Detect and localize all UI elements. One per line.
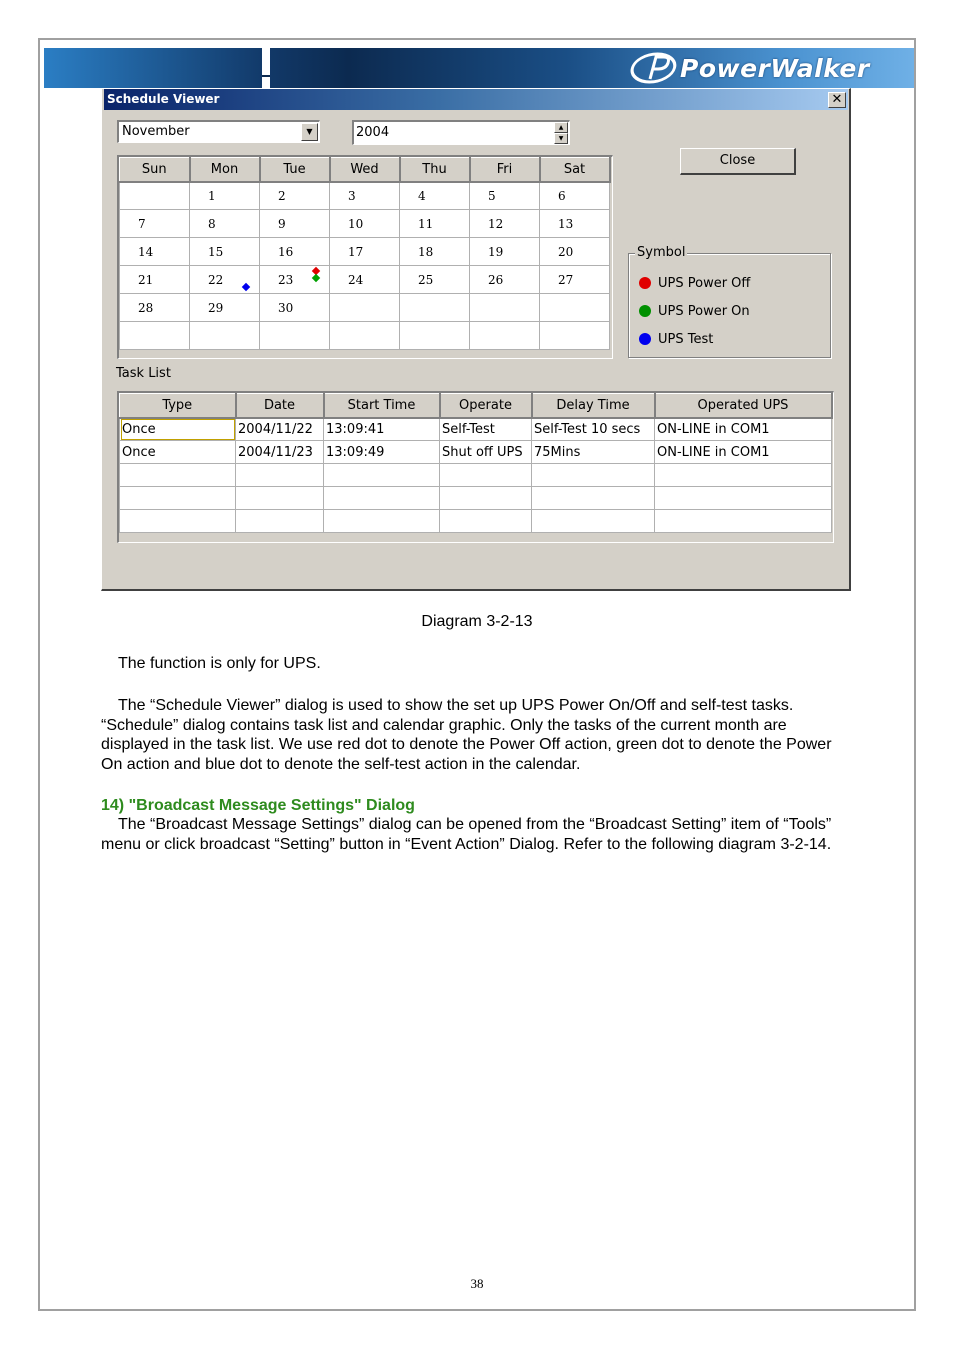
calendar-day[interactable]: 16	[260, 238, 330, 266]
calendar-day[interactable]	[120, 322, 190, 350]
calendar-day[interactable]: 14	[120, 238, 190, 266]
weekday-header: Sun	[120, 158, 190, 182]
legend-item-ups-test	[639, 330, 713, 348]
table-cell[interactable]	[532, 487, 655, 510]
year-spinner[interactable]	[352, 120, 570, 145]
dialog-titlebar[interactable]	[104, 89, 848, 110]
table-row[interactable]	[120, 510, 832, 533]
paragraph: The “Schedule Viewer” dialog is used to show the set up UPS Power On/Off and self-test tasks. “Schedule” dialog contains task list and calendar graphic. Only the tasks of the current month are displayed in the task list. We use red dot to denote the Power Off action, green dot to denote the Power On action and blue dot to denote the self-test action in the calendar.	[101, 697, 832, 773]
paragraph: The function is only for UPS.	[118, 655, 321, 672]
table-cell[interactable]: 2004/11/22	[236, 418, 324, 441]
table-cell[interactable]	[655, 464, 832, 487]
table-cell[interactable]	[236, 510, 324, 533]
table-cell[interactable]: Shut off UPS	[440, 441, 532, 464]
calendar-day[interactable]	[330, 322, 400, 350]
header-notch-line	[262, 75, 270, 77]
table-cell[interactable]	[236, 487, 324, 510]
calendar-day[interactable]: 30	[260, 294, 330, 322]
column-header[interactable]: Start Time	[324, 394, 440, 418]
calendar-day[interactable]: 2	[260, 182, 330, 210]
table-cell[interactable]	[324, 464, 440, 487]
close-button-label: Close	[719, 153, 756, 168]
table-row[interactable]	[120, 464, 832, 487]
calendar-day[interactable]: 29	[190, 294, 260, 322]
calendar-day[interactable]: 4	[400, 182, 470, 210]
table-cell[interactable]	[655, 487, 832, 510]
table-cell[interactable]: 13:09:49	[324, 441, 440, 464]
weekday-header: Tue	[260, 158, 330, 182]
table-cell[interactable]: Once	[120, 441, 236, 464]
table-cell[interactable]: 2004/11/23	[236, 441, 324, 464]
logo-text: PowerWalker	[680, 53, 870, 83]
calendar-day[interactable]: 8	[190, 210, 260, 238]
table-row[interactable]	[120, 487, 832, 510]
calendar-day[interactable]	[470, 322, 540, 350]
table-cell[interactable]	[440, 510, 532, 533]
calendar-day[interactable]: 17	[330, 238, 400, 266]
calendar-day[interactable]	[400, 322, 470, 350]
table-row[interactable]	[120, 418, 832, 441]
calendar-day[interactable]: 7	[120, 210, 190, 238]
powerwalker-logo	[628, 50, 908, 86]
calendar-day[interactable]: 20	[540, 238, 610, 266]
section-heading: 14) "Broadcast Message Settings" Dialog	[101, 797, 415, 814]
legend-label: UPS Power Off	[658, 275, 751, 291]
table-cell[interactable]	[236, 464, 324, 487]
year-spinner-value: 2004	[356, 125, 390, 140]
spin-down-icon[interactable]: ▼	[554, 133, 568, 144]
diagram-caption: Diagram 3-2-13	[421, 613, 533, 630]
calendar-day[interactable]: 19	[470, 238, 540, 266]
column-header[interactable]: Operate	[440, 394, 532, 418]
calendar-day[interactable]: 28	[120, 294, 190, 322]
table-cell[interactable]	[440, 487, 532, 510]
calendar-day[interactable]: 11	[400, 210, 470, 238]
calendar-day[interactable]: 9	[260, 210, 330, 238]
calendar-day[interactable]	[400, 294, 470, 322]
weekday-header: Sat	[540, 158, 610, 182]
calendar-day[interactable]: 25	[400, 266, 470, 294]
month-select-value: November	[122, 124, 190, 139]
table-row[interactable]	[120, 441, 832, 464]
table-cell[interactable]	[120, 464, 236, 487]
chevron-down-icon[interactable]: ▼	[301, 123, 318, 141]
calendar-day[interactable]	[260, 322, 330, 350]
calendar-day[interactable]	[190, 322, 260, 350]
task-list-table	[117, 391, 834, 543]
weekday-header: Wed	[330, 158, 400, 182]
calendar-day[interactable]: 5	[470, 182, 540, 210]
calendar-day[interactable]: 6	[540, 182, 610, 210]
symbol-legend-label: Symbol	[637, 245, 686, 260]
weekday-header: Thu	[400, 158, 470, 182]
dialog-title: Schedule Viewer	[107, 92, 220, 106]
power-on-marker-icon	[312, 274, 320, 282]
table-cell[interactable]	[324, 510, 440, 533]
legend-label: UPS Power On	[658, 303, 750, 319]
column-header[interactable]: Type	[120, 394, 236, 418]
calendar-day[interactable]: 10	[330, 210, 400, 238]
legend-label: UPS Test	[658, 331, 714, 347]
schedule-viewer-dialog	[101, 88, 851, 591]
table-cell[interactable]: Self-Test 10 secs	[532, 418, 655, 441]
calendar-day[interactable]	[540, 294, 610, 322]
task-list-label: Task List	[116, 366, 171, 381]
calendar-day-23[interactable]	[260, 266, 330, 294]
paragraph: The “Broadcast Message Settings” dialog can be opened from the “Broadcast Setting” item of “Tools” menu or click broadcast “Setting” button in “Event Action” Dialog. Refer to the following diagram 3-2-14.	[101, 816, 832, 853]
table-cell[interactable]	[532, 510, 655, 533]
red-dot-icon	[639, 277, 651, 289]
calendar-day-number: 22	[208, 272, 224, 287]
green-dot-icon	[639, 305, 651, 317]
table-cell[interactable]	[324, 487, 440, 510]
calendar-day[interactable]: 24	[330, 266, 400, 294]
table-cell[interactable]	[120, 510, 236, 533]
header-notch	[262, 48, 270, 88]
table-cell[interactable]: 13:09:41	[324, 418, 440, 441]
table-cell[interactable]: Once	[120, 418, 236, 441]
calendar-day[interactable]: 12	[470, 210, 540, 238]
table-cell[interactable]: Self-Test	[440, 418, 532, 441]
calendar-day[interactable]: 13	[540, 210, 610, 238]
calendar-day-22[interactable]	[190, 266, 260, 294]
table-cell[interactable]: ON-LINE in COM1	[655, 441, 832, 464]
weekday-header: Mon	[190, 158, 260, 182]
calendar-day[interactable]	[120, 182, 190, 210]
calendar-day[interactable]: 21	[120, 266, 190, 294]
close-icon[interactable]: ✕	[828, 92, 846, 108]
column-header[interactable]: Operated UPS	[655, 394, 832, 418]
legend-item-power-off	[639, 274, 750, 292]
column-header[interactable]: Delay Time	[532, 394, 655, 418]
spin-up-icon[interactable]: ▲	[554, 122, 568, 133]
calendar-grid	[117, 155, 613, 359]
calendar-day[interactable]: 15	[190, 238, 260, 266]
table-cell[interactable]: 75Mins	[532, 441, 655, 464]
calendar-day[interactable]	[540, 322, 610, 350]
month-select[interactable]	[117, 120, 320, 143]
self-test-marker-icon	[242, 283, 250, 291]
close-button[interactable]	[680, 148, 796, 175]
powerwalker-logo-icon	[628, 51, 678, 85]
table-cell[interactable]	[655, 510, 832, 533]
table-cell[interactable]	[120, 487, 236, 510]
calendar-day[interactable]: 3	[330, 182, 400, 210]
calendar-day[interactable]	[330, 294, 400, 322]
page-number: 38	[470, 1276, 484, 1291]
table-cell[interactable]: ON-LINE in COM1	[655, 418, 832, 441]
table-cell[interactable]	[440, 464, 532, 487]
calendar-day[interactable]: 27	[540, 266, 610, 294]
calendar-day[interactable]: 1	[190, 182, 260, 210]
symbol-legend	[628, 245, 831, 358]
legend-item-power-on	[639, 302, 750, 320]
table-cell[interactable]	[532, 464, 655, 487]
weekday-header: Fri	[470, 158, 540, 182]
blue-dot-icon	[639, 333, 651, 345]
calendar-day[interactable]: 18	[400, 238, 470, 266]
column-header[interactable]: Date	[236, 394, 324, 418]
calendar-day[interactable]: 26	[470, 266, 540, 294]
calendar-day[interactable]	[470, 294, 540, 322]
calendar-day-number: 23	[278, 272, 294, 287]
